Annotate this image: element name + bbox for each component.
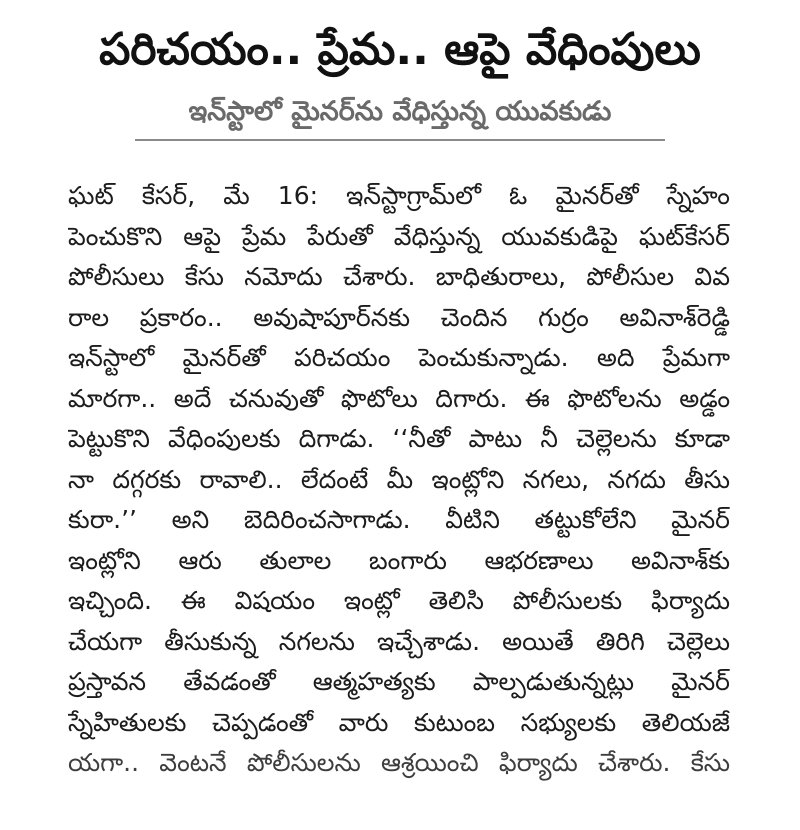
article-line: కురా.’’ అని బెదిరించసాగాడు. వీటిని తట్టుకోలేని మైనర్ (68, 505, 730, 534)
article-line: రాల ప్రకారం.. అవుషాపూర్‌నకు చెందిన గుర్రం అవినాశ్‌రెడ్డి (68, 302, 730, 332)
article-line: చేయగా తీసుకున్న నగలను ఇచ్చేశాడు. అయితే తిరిగి చెల్లెలు (68, 626, 730, 656)
article-line: స్నేహితులకు చెప్పడంతో వారు కుటుంబ సభ్యులకు తెలియజే (68, 707, 730, 737)
article-line: ప్రస్తావన తేవడంతో ఆత్మహత్యకు పాల్పడుతున్నట్లు మైనర్ (68, 667, 730, 696)
article-line: పోలీసులు కేసు నమోదు చేశారు. బాధితురాలు, పోలీసుల వివ (68, 262, 730, 291)
article-line: ఇన్‌స్టాలో మైనర్‌తో పరిచయం పెంచుకున్నాడు. అది ప్రేమగా (68, 343, 730, 372)
article-line: నా దగ్గరకు రావాలి.. లేదంటే మీ ఇంట్లోని నగలు, నగదు తీసు (68, 464, 730, 494)
subheadline: ఇన్‌స్టాలో మైనర్‌ను వేధిస్తున్న యువకుడు (188, 96, 612, 127)
article-line: పెట్టుకొని వేధింపులకు దిగాడు. ‘‘నీతో పాటు నీ చెల్లెలను కూడా (68, 424, 730, 453)
article-line: పెంచుకొని ఆపై ప్రేమ పేరుతో వేధిస్తున్న యువకుడిపై ఘట్‌కేసర్ (68, 221, 730, 251)
article-line: ఇచ్చింది. ఈ విషయం ఇంట్లో తెలిసి పోలీసులకు ఫిర్యాదు (68, 586, 730, 615)
subheadline-divider (135, 139, 665, 141)
article-body (68, 176, 730, 784)
article-line: ఇంట్లోని ఆరు తులాల బంగారు ఆభరణాలు అవినాశ్‌కు (68, 545, 730, 575)
article-line-cutoff: యగా.. వెంటనే పోలీసులను ఆశ్రయించి ఫిర్యాదు చేశారు. కేసు (68, 748, 730, 777)
article-line: ఘట్ కేసర్, మే 16: ఇన్‌స్టాగ్రామ్‌లో ఓ మైనర్‌తో స్నేహం (68, 181, 730, 210)
article-line: మారగా.. అదే చనువుతో ఫొటోలు దిగారు. ఈ ఫొటోలను అడ్డం (68, 383, 730, 413)
headline: పరిచయం.. ప్రేమ.. ఆపై వేధింపులు (99, 24, 701, 75)
